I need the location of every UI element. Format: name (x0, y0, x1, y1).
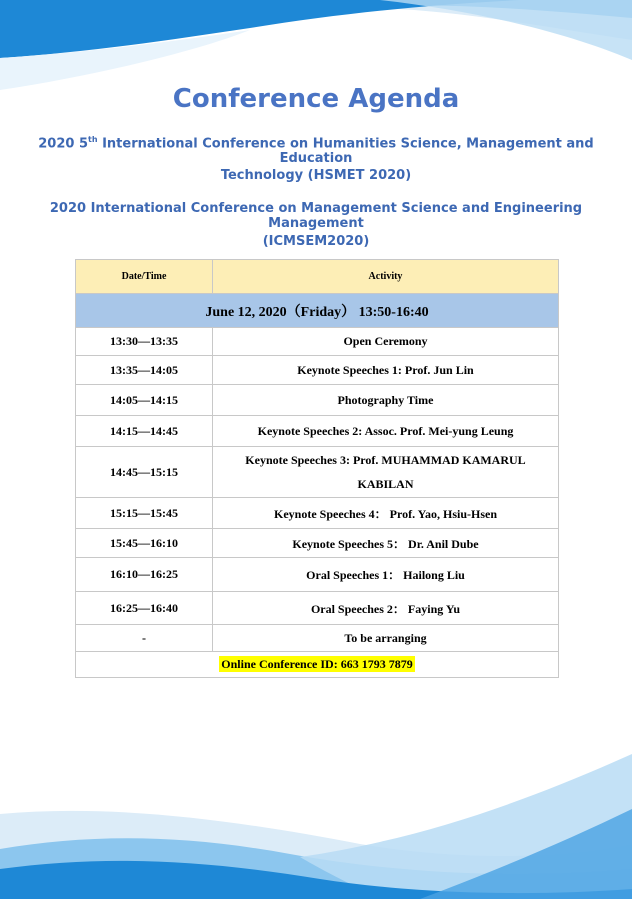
table-header-row (76, 260, 559, 294)
row-time: 13:35—14:05 (76, 356, 213, 385)
agenda-table (75, 259, 559, 678)
row-activity: To be arranging (213, 625, 559, 652)
day-header: June 12, 2020（Friday） 13:50-16:40 (76, 294, 559, 328)
subtitle-line-4: (ICMSEM2020) (262, 234, 370, 249)
row-time: 16:25—16:40 (76, 592, 213, 625)
row-time: 13:30—13:35 (76, 328, 213, 356)
row-activity: Keynote Speeches 3: Prof. MUHAMMAD KAMARUL KABILAN (213, 447, 559, 498)
table-row (76, 529, 559, 558)
row-activity: Photography Time (213, 385, 559, 416)
table-row (76, 328, 559, 356)
footer-cell (76, 652, 559, 678)
table-row (76, 416, 559, 447)
row-activity: Oral Speeches 2： Faying Yu (213, 592, 559, 625)
header-datetime: Date/Time (76, 260, 213, 294)
row-time: 14:15—14:45 (76, 416, 213, 447)
table-row (76, 592, 559, 625)
footer-row (76, 652, 559, 678)
row-time: 15:45—16:10 (76, 529, 213, 558)
day-header-row (76, 294, 559, 328)
row-activity: Keynote Speeches 2: Assoc. Prof. Mei-yung Leung (213, 416, 559, 447)
subtitle-line-1: 2020 5th International Conference on Humanities Science, Management and Education (38, 135, 594, 167)
row-time: - (76, 625, 213, 652)
header-activity: Activity (213, 260, 559, 294)
row-activity: Keynote Speeches 1: Prof. Jun Lin (213, 356, 559, 385)
online-conference-id: Online Conference ID: 663 1793 7879 (221, 657, 413, 671)
row-activity: Oral Speeches 1： Hailong Liu (213, 558, 559, 592)
row-time: 16:10—16:25 (76, 558, 213, 592)
table-row (76, 625, 559, 652)
row-activity: Open Ceremony (213, 328, 559, 356)
bottom-wave-decoration (0, 749, 632, 899)
page-title: Conference Agenda (172, 84, 460, 114)
table-row (76, 498, 559, 529)
subtitle-line-3: 2020 International Conference on Management Science and Engineering Management (49, 201, 583, 231)
row-time: 14:05—14:15 (76, 385, 213, 416)
row-time: 15:15—15:45 (76, 498, 213, 529)
row-activity: Keynote Speeches 4： Prof. Yao, Hsiu-Hsen (213, 498, 559, 529)
table-row (76, 385, 559, 416)
subtitle-line-2: Technology (HSMET 2020) (220, 168, 412, 183)
row-activity: Keynote Speeches 5： Dr. Anil Dube (213, 529, 559, 558)
table-row (76, 447, 559, 498)
table-row (76, 558, 559, 592)
table-row (76, 356, 559, 385)
row-time: 14:45—15:15 (76, 447, 213, 498)
